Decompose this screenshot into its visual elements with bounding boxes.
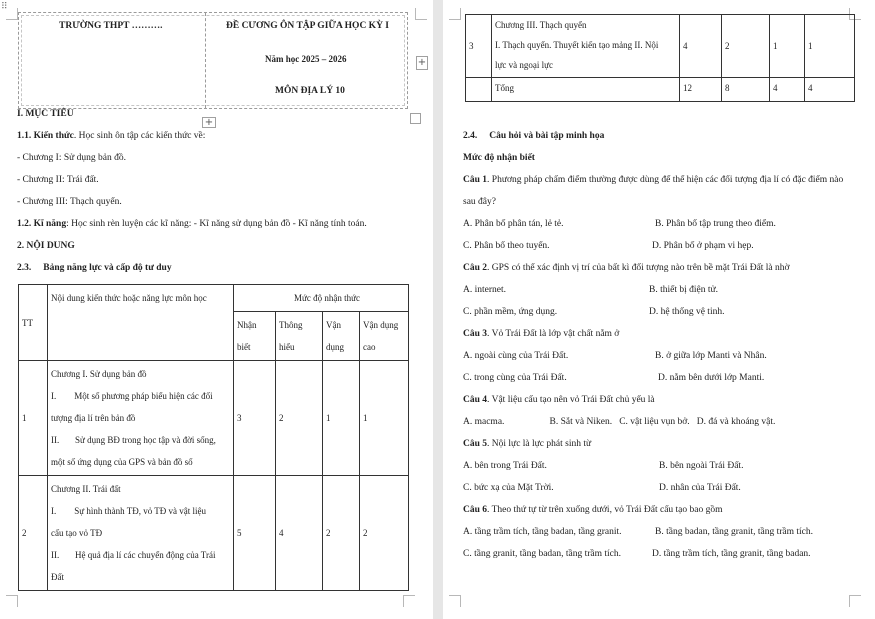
question-1: [463, 175, 843, 185]
question-text: . GPS có thể xác định vị trí của bất kì đối tượng nào trên bề mặt Trái Đất là nhờ: [487, 263, 790, 273]
answer-option: A. Phân bố phân tán, lẻ tẻ.: [463, 219, 564, 229]
answer-option: D. nằm bên dưới lớp Manti.: [658, 373, 765, 383]
content-line: I. Thạch quyển. Thuyết kiến tạo mảng II. Nội: [495, 40, 659, 50]
answer-option: C. phần mềm, ứng dụng.: [463, 307, 558, 317]
cell-thong-hieu: 8: [722, 78, 770, 102]
content-line: Chương II. Trái đất: [51, 484, 121, 494]
skill-paragraph: [17, 219, 367, 229]
cell-tt: [466, 78, 492, 102]
header-text: cao: [363, 342, 376, 352]
content-line: I. Sự hình thành TĐ, vỏ TĐ và vật liệu: [51, 506, 207, 516]
level-title: Mức độ nhận biết: [463, 153, 535, 163]
section-2-4-title: [463, 131, 604, 141]
question-label: Câu 5: [463, 439, 488, 449]
margin-corner-mark: [449, 8, 461, 20]
content-line: một số ứng dụng của GPS và bản đồ số: [51, 457, 193, 467]
content-line: Chương III. Thạch quyển: [495, 20, 587, 30]
cell-tt: 2: [19, 476, 48, 591]
answer-option: C. trong cùng của Trái Đất.: [463, 373, 567, 383]
header-text: Vận dụng: [363, 320, 399, 330]
content-line: Đất: [51, 572, 64, 582]
header-van-dung-cao: [360, 312, 409, 361]
chapter-line: - Chương II: Trái đất.: [17, 175, 99, 185]
answer-option: A. tầng trầm tích, tầng badan, tầng granit.: [463, 527, 622, 537]
cell-van-dung-cao: 1: [805, 15, 855, 78]
cell-van-dung: 4: [770, 78, 805, 102]
table-resize-handle-icon[interactable]: [410, 113, 421, 124]
answer-option: D. tầng trầm tích, tầng granit, tầng badan.: [652, 549, 811, 559]
knowledge-label: 1.1. Kiến thức: [17, 131, 74, 141]
section-2-3-text: Bảng năng lực và cấp độ tư duy: [43, 263, 172, 273]
answer-option: B. tầng badan, tầng granit, tầng trầm tích.: [655, 527, 814, 537]
school-year: Năm học 2025 – 2026: [265, 54, 347, 64]
content-line: tượng địa lí trên bản đồ: [51, 413, 136, 423]
skill-label: 1.2. Kĩ năng: [17, 219, 67, 229]
chapter-line: - Chương I: Sử dụng bản đồ.: [17, 153, 126, 163]
answer-option: B. Phân bố tập trung theo điểm.: [655, 219, 776, 229]
question-text: . Nội lực là lực phát sinh từ: [487, 439, 592, 449]
answer-option: B. thiết bị điện tử.: [649, 285, 719, 295]
knowledge-paragraph: [17, 131, 205, 141]
add-row-icon[interactable]: +: [202, 117, 216, 128]
question-label: Câu 3: [463, 329, 488, 339]
question-text: . Vật liệu cấu tạo nên vỏ Trái Đất chủ yếu là: [487, 395, 655, 405]
cell-nhan-biet: 5: [234, 476, 276, 591]
question-5: [463, 439, 591, 449]
content-line: Chương I. Sử dụng bản đồ: [51, 369, 147, 379]
add-column-icon[interactable]: +: [417, 57, 427, 68]
header-level: Mức độ nhận thức: [234, 285, 409, 312]
cell-nhan-biet: 4: [680, 15, 722, 78]
answer-option: D. Phân bố ở phạm vi hẹp.: [652, 241, 754, 251]
header-text: Vận: [326, 320, 341, 330]
content-line: lực và ngoại lực: [495, 60, 553, 70]
skill-text: : Học sinh rèn luyện các kĩ năng: - Kĩ năng sử dụng bản đồ - Kĩ năng tính toán.: [66, 219, 367, 229]
section-2-title: 2. NỘI DUNG: [17, 241, 75, 251]
answer-option: C. tầng granit, tầng badan, tầng trầm tích.: [463, 549, 622, 559]
margin-corner-mark: [403, 595, 415, 607]
competency-table-continued: [465, 14, 855, 102]
answer-option: C. Phân bố theo tuyến.: [463, 241, 550, 251]
table-row: [466, 15, 855, 78]
section-2-4-text: Câu hỏi và bài tập minh họa: [489, 131, 605, 141]
content-line: II. Hệ quả địa lí các chuyển động của Trái: [51, 550, 216, 560]
question-label: Câu 6: [463, 505, 488, 515]
content-line: cấu tạo vỏ TĐ: [51, 528, 103, 538]
document-page-left: [0, 0, 433, 619]
answer-option: A. bên trong Trái Đất.: [463, 461, 547, 471]
question-label: Câu 1: [463, 175, 488, 185]
cell-van-dung-cao: 4: [805, 78, 855, 102]
content-line: II. Sử dụng BĐ trong học tập và đời sống,: [51, 435, 216, 445]
chapter-line: - Chương III: Thạch quyển.: [17, 197, 122, 207]
cell-thong-hieu: 4: [276, 476, 323, 591]
answer-option: D. nhân của Trái Đất.: [659, 483, 741, 493]
cell-content: [48, 476, 234, 591]
answer-option: B. ở giữa lớp Manti và Nhân.: [655, 351, 767, 361]
cell-van-dung: 1: [323, 361, 360, 476]
header-table: [18, 12, 408, 109]
margin-corner-mark: [415, 8, 427, 20]
knowledge-text: . Học sinh ôn tập các kiến thức về:: [73, 131, 206, 141]
header-thong-hieu: [276, 312, 323, 361]
cell-nhan-biet: 3: [234, 361, 276, 476]
subject-name: MÔN ĐỊA LÝ 10: [275, 86, 345, 96]
header-text: dụng: [326, 342, 344, 352]
cell-van-dung-cao: 1: [360, 361, 409, 476]
document-page-right: [443, 0, 875, 619]
cell-content: [48, 361, 234, 476]
header-text: biết: [237, 342, 251, 352]
cell-content: [492, 15, 680, 78]
answer-option: A. ngoài cùng của Trái Đất.: [463, 351, 569, 361]
header-content: Nội dung kiến thức hoặc năng lực môn học: [48, 285, 234, 361]
question-text: . Phương pháp chấm điểm thường được dùng để thể hiện các đối tượng địa lí có đặc điểm nào: [487, 175, 844, 185]
cell-total-label: Tổng: [492, 78, 680, 102]
section-2-3-number: 2.3.: [17, 263, 32, 273]
header-van-dung: [323, 312, 360, 361]
table-total-row: [466, 78, 855, 102]
answer-option: B. bên ngoài Trái Đất.: [659, 461, 744, 471]
cell-van-dung: 2: [323, 476, 360, 591]
cell-thong-hieu: 2: [276, 361, 323, 476]
question-text-continued: sau đây?: [463, 197, 496, 207]
header-text: hiểu: [279, 342, 295, 352]
school-name: TRƯỜNG THPT ……….: [59, 21, 163, 31]
answer-option: C. bức xạ của Mặt Trời.: [463, 483, 554, 493]
cell-thong-hieu: 2: [722, 15, 770, 78]
margin-corner-mark: [849, 595, 861, 607]
table-row: [19, 361, 409, 476]
content-line: I. Một số phương pháp biểu hiện các đối: [51, 391, 213, 401]
question-label: Câu 4: [463, 395, 488, 405]
table-move-handle-icon[interactable]: ⠿: [1, 2, 8, 12]
competency-table: [18, 284, 409, 591]
cell-van-dung: 1: [770, 15, 805, 78]
question-text: . Vỏ Trái Đất là lớp vật chất nằm ở: [487, 329, 620, 339]
margin-corner-mark: [6, 595, 18, 607]
margin-corner-mark: [449, 595, 461, 607]
section-2-4-number: 2.4.: [463, 131, 478, 141]
section-2-3-title: [17, 263, 172, 273]
cell-tt: 1: [19, 361, 48, 476]
cell-van-dung-cao: 2: [360, 476, 409, 591]
cell-tt: 3: [466, 15, 492, 78]
header-nhan-biet: [234, 312, 276, 361]
header-table-divider: [205, 13, 206, 108]
question-2: [463, 263, 790, 273]
question-text: . Theo thứ tự từ trên xuống dưới, vỏ Trái Đất cấu tạo bao gồm: [487, 505, 723, 515]
question-label: Câu 2: [463, 263, 488, 273]
table-header-row: [19, 285, 409, 312]
answer-options-row: A. macma. B. Sắt và Niken. C. vật liệu vụn bở. D. đá và khoáng vật.: [463, 417, 776, 427]
question-6: [463, 505, 723, 515]
header-text: Nhận: [237, 320, 257, 330]
answer-option: A. internet.: [463, 285, 507, 295]
section-1-title: I. MỤC TIÊU: [17, 109, 74, 119]
table-row: [19, 476, 409, 591]
cell-nhan-biet: 12: [680, 78, 722, 102]
question-4: [463, 395, 655, 405]
document-title: ĐỀ CƯƠNG ÔN TẬP GIỮA HỌC KỲ I: [226, 21, 390, 31]
header-text: Thông: [279, 320, 303, 330]
header-tt: TT: [19, 285, 48, 361]
answer-option: D. hệ thống vệ tinh.: [649, 307, 725, 317]
question-3: [463, 329, 619, 339]
